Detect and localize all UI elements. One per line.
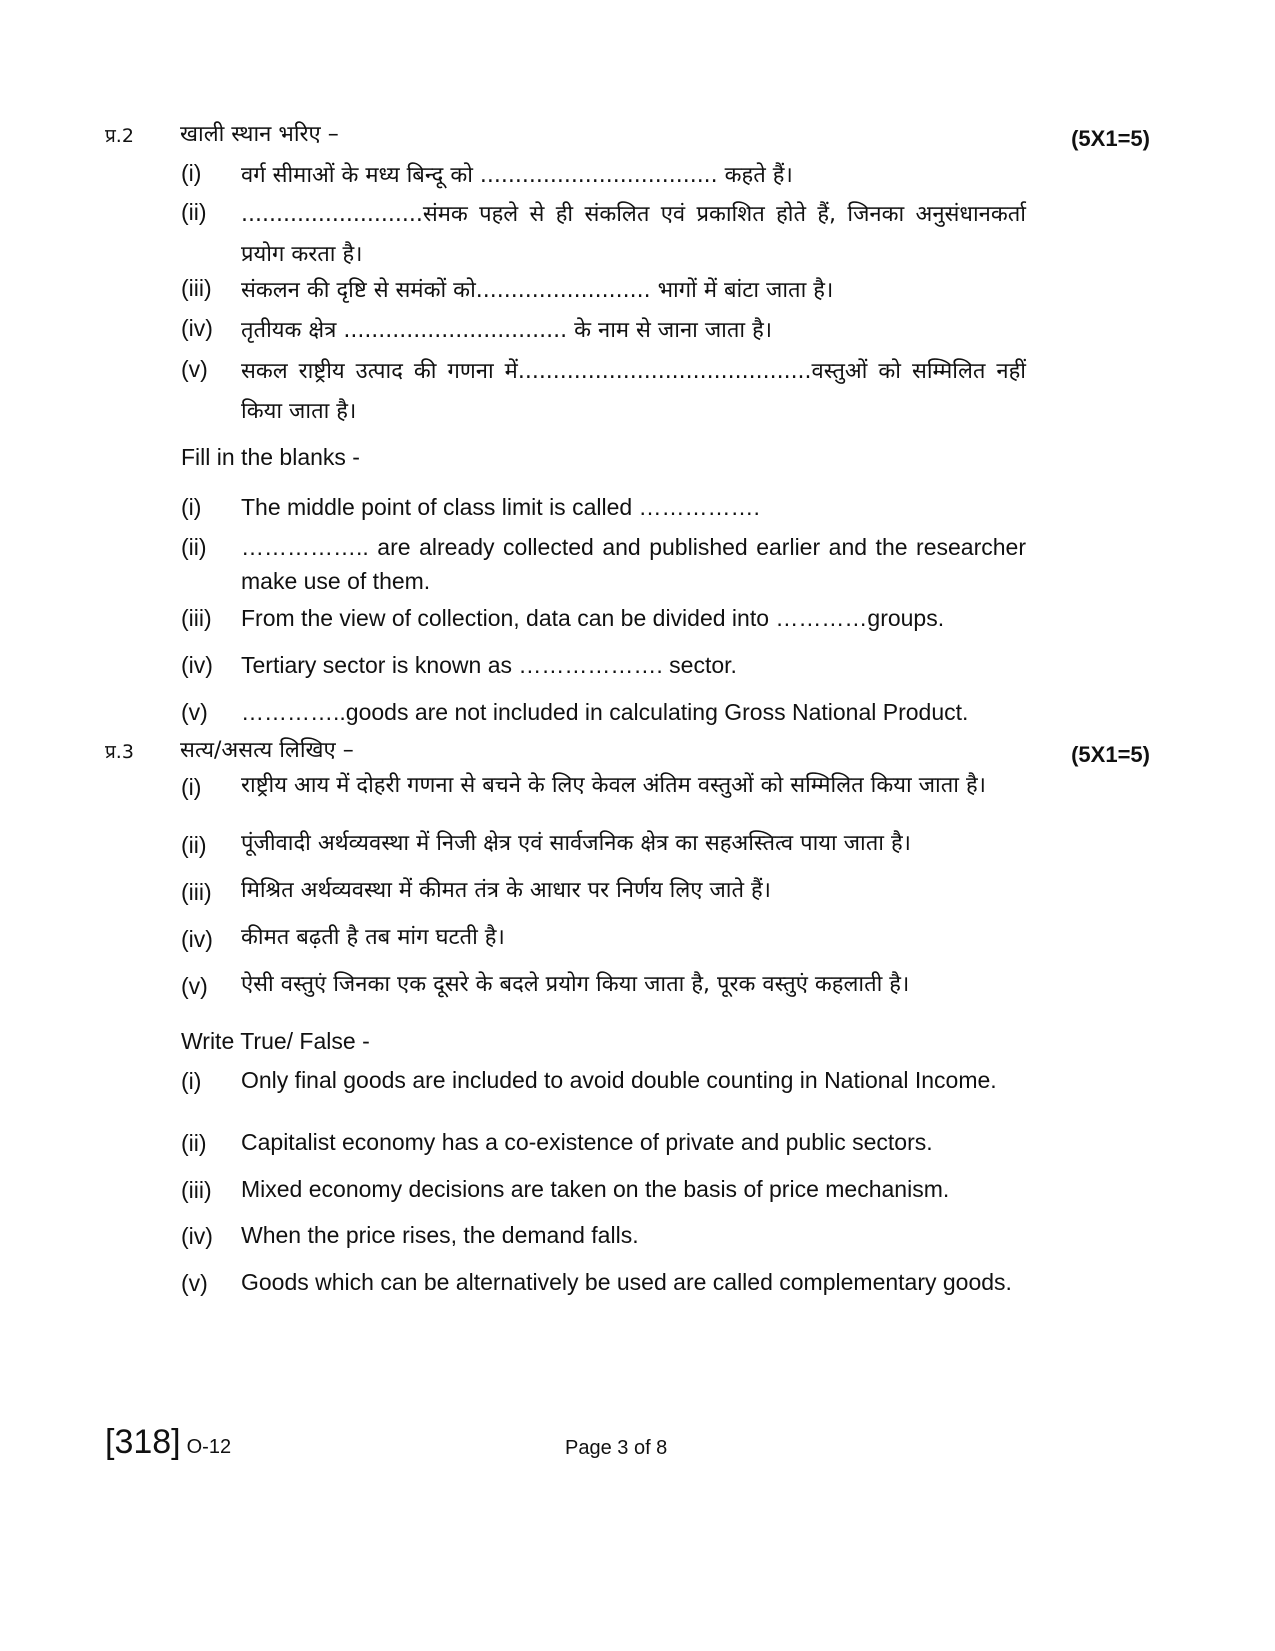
q3-header: [105, 738, 1150, 772]
item-text: तृतीयक क्षेत्र ................................ के नाम से जाना जाता है।: [241, 318, 773, 343]
item-text: Only final goods are included to avoid double counting in National Income.: [241, 1067, 997, 1093]
item-text: पूंजीवादी अर्थव्यवस्था में निजी क्षेत्र एवं सार्वजनिक क्षेत्र का सहअस्तित्व पाया जाता है।: [241, 831, 911, 856]
q2-marks: (5X1=5): [1071, 126, 1150, 151]
item-number: (iii): [181, 879, 212, 905]
item-number: (iv): [181, 652, 213, 678]
q3-english-heading: Write True/ False -: [181, 1028, 370, 1054]
item-text: Goods which can be alternatively be used are called complementary goods.: [241, 1269, 1012, 1295]
item-text: When the price rises, the demand falls.: [241, 1222, 639, 1248]
item-number: (ii): [181, 534, 207, 560]
item-text: From the view of collection, data can be divided into …………groups.: [241, 605, 945, 631]
q2-english-heading: Fill in the blanks -: [181, 444, 360, 470]
item-text: Mixed economy decisions are taken on the basis of price mechanism.: [241, 1176, 950, 1202]
item-text: सकल राष्ट्रीय उत्पाद की गणना में..........................................वस्तुओं को सम्मिलित नहीं किया जाता है।: [241, 359, 1026, 424]
q3-number: प्र.3: [105, 741, 134, 763]
item-text: कीमत बढ़ती है तब मांग घटती है।: [241, 925, 505, 950]
item-number: (iii): [181, 1177, 212, 1203]
item-number: (i): [181, 774, 202, 800]
item-number: (ii): [181, 199, 207, 225]
item-number: (ii): [181, 832, 207, 858]
item-text: संकलन की दृष्टि से समंकों को......................... भागों में बांटा जाता है।: [241, 278, 834, 303]
item-text: Capitalist economy has a co-existence of private and public sectors.: [241, 1129, 933, 1155]
q3-marks: (5X1=5): [1071, 742, 1150, 767]
item-number: (iii): [181, 275, 212, 301]
item-text: राष्ट्रीय आय में दोहरी गणना से बचने के लिए केवल अंतिम वस्तुओं को सम्मिलित किया जाता है।: [241, 773, 986, 798]
item-text: The middle point of class limit is called …………….: [241, 494, 760, 520]
q2-title: खाली स्थान भरिए –: [180, 122, 339, 147]
paper-code-series: O-12: [186, 1436, 232, 1458]
item-number: (v): [181, 973, 208, 999]
item-text: ऐसी वस्तुएं जिनका एक दूसरे के बदले प्रयोग किया जाता है, पूरक वस्तुएं कहलाती है।: [241, 972, 910, 997]
item-number: (i): [181, 494, 202, 520]
item-number: (i): [181, 160, 202, 186]
paper-code: [105, 1423, 231, 1462]
item-number: (iii): [181, 605, 212, 631]
item-text: Tertiary sector is known as ………………. sector.: [241, 652, 737, 678]
item-text: …………..goods are not included in calculating Gross National Product.: [241, 699, 969, 725]
item-number: (ii): [181, 1130, 207, 1156]
page-number: Page 3 of 8: [565, 1437, 668, 1459]
item-text: ..........................संमक पहले से ही संकलित एवं प्रकाशित होते हैं, जिनका अनुसंधानकर्ता प्रयोग करता है।: [241, 202, 1026, 267]
q2-number: प्र.2: [105, 125, 134, 147]
item-number: (v): [181, 356, 208, 382]
q2-header: [105, 122, 1150, 156]
item-number: (v): [181, 699, 208, 725]
q3-title: सत्य/असत्य लिखिए –: [180, 738, 354, 763]
item-number: (v): [181, 1270, 208, 1296]
item-text: मिश्रित अर्थव्यवस्था में कीमत तंत्र के आधार पर निर्णय लिए जाते हैं।: [241, 878, 772, 903]
paper-code-number: [318]: [105, 1423, 181, 1461]
item-number: (iv): [181, 315, 213, 341]
item-text: वर्ग सीमाओं के मध्य बिन्दू को .................................. कहते हैं।: [241, 163, 793, 188]
item-number: (i): [181, 1068, 202, 1094]
item-number: (iv): [181, 926, 213, 952]
item-number: (iv): [181, 1223, 213, 1249]
item-text: …………….. are already collected and published earlier and the researcher make use of them.: [241, 534, 1026, 594]
